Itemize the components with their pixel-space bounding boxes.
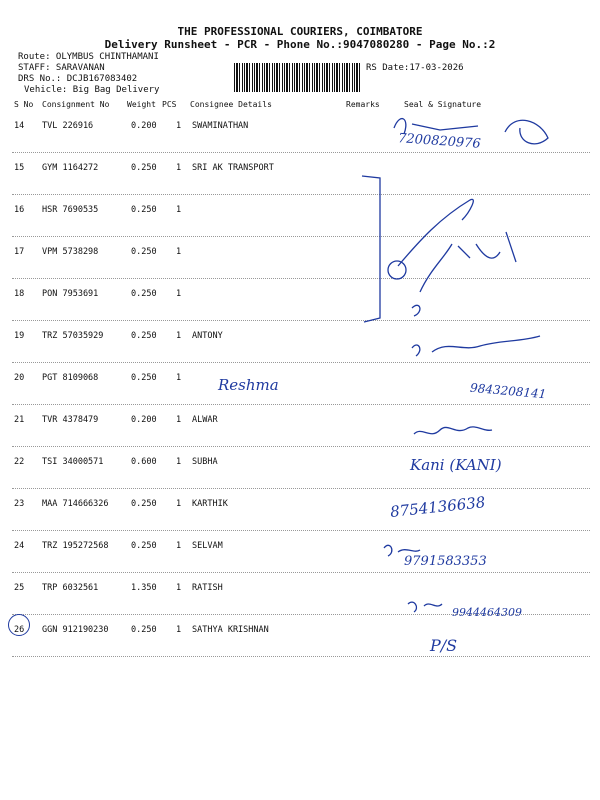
drs-barcode xyxy=(234,63,362,92)
handwritten-phone-24: 9791583353 xyxy=(404,554,487,569)
col-sno: S No xyxy=(14,100,34,109)
row-sno: 25 xyxy=(14,583,25,593)
vehicle-label: Vehicle: Big Bag Delivery xyxy=(24,85,160,95)
row-weight: 0.250 xyxy=(131,205,157,215)
row-consignee: RATISH xyxy=(192,583,223,593)
row-sno: 23 xyxy=(14,499,25,509)
row-pcs: 1 xyxy=(176,373,182,383)
row-26-circle-mark xyxy=(8,614,30,636)
row-weight: 0.600 xyxy=(131,457,157,467)
row-sno: 14 xyxy=(14,121,25,131)
row-pcs: 1 xyxy=(176,163,182,173)
handwritten-phone-14: 7200820976 xyxy=(397,131,482,152)
row-pcs: 1 xyxy=(176,247,182,257)
staff-label: STAFF: SARAVANAN xyxy=(18,63,105,73)
row-weight: 0.250 xyxy=(131,247,157,257)
row-consignment: GGN 912190230 xyxy=(42,625,109,635)
row-weight: 0.250 xyxy=(131,499,157,509)
row-sno: 26 xyxy=(14,625,25,635)
row-consignee: SWAMINATHAN xyxy=(192,121,249,131)
row-consignment: TVL 226916 xyxy=(42,121,94,131)
row-weight: 0.250 xyxy=(131,289,157,299)
table-row xyxy=(0,489,600,531)
row-consignment: TRP 6032561 xyxy=(42,583,99,593)
row-weight: 0.200 xyxy=(131,415,157,425)
row-sno: 22 xyxy=(14,457,25,467)
table-row xyxy=(0,279,600,321)
row-consignment: GYM 1164272 xyxy=(42,163,99,173)
col-consignment: Consignment No xyxy=(42,100,110,109)
row-sno: 19 xyxy=(14,331,25,341)
table-row xyxy=(0,615,600,657)
row-weight: 0.200 xyxy=(131,121,157,131)
col-remarks: Remarks xyxy=(346,100,380,109)
row-consignee: ANTONY xyxy=(192,331,223,341)
row-sno: 15 xyxy=(14,163,25,173)
handwritten-name-22: Kani (KANI) xyxy=(410,456,502,474)
row-consignment: MAA 714666326 xyxy=(42,499,109,509)
company-title: THE PROFESSIONAL COURIERS, COIMBATORE xyxy=(177,25,423,38)
row-pcs: 1 xyxy=(176,289,182,299)
col-seal: Seal & Signature xyxy=(404,100,482,109)
row-weight: 0.250 xyxy=(131,625,157,635)
handwritten-phone-20: 9843208141 xyxy=(469,380,547,402)
row-pcs: 1 xyxy=(176,499,182,509)
handwritten-phone-23: 8754136638 xyxy=(389,493,487,521)
row-weight: 1.350 xyxy=(131,583,157,593)
col-pcs: PCS xyxy=(162,100,177,109)
row-consignment: HSR 7690535 xyxy=(42,205,99,215)
row-sno: 16 xyxy=(14,205,25,215)
row-consignment: PGT 8109068 xyxy=(42,373,99,383)
row-pcs: 1 xyxy=(176,457,182,467)
table-row xyxy=(0,153,600,195)
row-divider xyxy=(12,656,590,657)
row-pcs: 1 xyxy=(176,415,182,425)
row-pcs: 1 xyxy=(176,541,182,551)
row-consignment: TVR 4378479 xyxy=(42,415,99,425)
table-row xyxy=(0,447,600,489)
row-consignment: TRZ 195272568 xyxy=(42,541,109,551)
row-consignee: ALWAR xyxy=(192,415,218,425)
handwritten-initials-26: P/S xyxy=(430,636,458,655)
handwritten-phone-25: 9944464309 xyxy=(452,606,522,619)
row-sno: 18 xyxy=(14,289,25,299)
row-consignee: SELVAM xyxy=(192,541,223,551)
row-sno: 21 xyxy=(14,415,25,425)
row-sno: 24 xyxy=(14,541,25,551)
row-weight: 0.250 xyxy=(131,331,157,341)
table-row xyxy=(0,111,600,153)
row-weight: 0.250 xyxy=(131,163,157,173)
row-pcs: 1 xyxy=(176,583,182,593)
row-pcs: 1 xyxy=(176,121,182,131)
col-weight: Weight xyxy=(127,100,156,109)
handwritten-name-20: Reshma xyxy=(218,376,279,394)
drs-number: DRS No.: DCJB167083402 xyxy=(18,74,138,84)
table-row xyxy=(0,195,600,237)
row-consignment: PON 7953691 xyxy=(42,289,99,299)
route-label: Route: OLYMBUS CHINTHAMANI xyxy=(18,52,159,62)
row-consignment: VPM 5738298 xyxy=(42,247,99,257)
table-row xyxy=(0,321,600,363)
row-consignee: KARTHIK xyxy=(192,499,228,509)
table-row xyxy=(0,405,600,447)
row-pcs: 1 xyxy=(176,625,182,635)
row-consignee: SUBHA xyxy=(192,457,218,467)
row-consignee: SATHYA KRISHNAN xyxy=(192,625,269,635)
runsheet-subtitle: Delivery Runsheet - PCR - Phone No.:9047080280 - Page No.:2 xyxy=(104,38,496,51)
row-weight: 0.250 xyxy=(131,373,157,383)
row-consignee: SRI AK TRANSPORT xyxy=(192,163,274,173)
row-sno: 20 xyxy=(14,373,25,383)
row-pcs: 1 xyxy=(176,331,182,341)
row-weight: 0.250 xyxy=(131,541,157,551)
row-pcs: 1 xyxy=(176,205,182,215)
row-consignment: TSI 34000571 xyxy=(42,457,104,467)
rs-date: RS Date:17-03-2026 xyxy=(366,63,464,73)
row-sno: 17 xyxy=(14,247,25,257)
col-consignee: Consignee Details xyxy=(190,100,272,109)
table-row xyxy=(0,531,600,573)
table-row xyxy=(0,237,600,279)
row-consignment: TRZ 57035929 xyxy=(42,331,104,341)
table-header xyxy=(0,100,600,111)
